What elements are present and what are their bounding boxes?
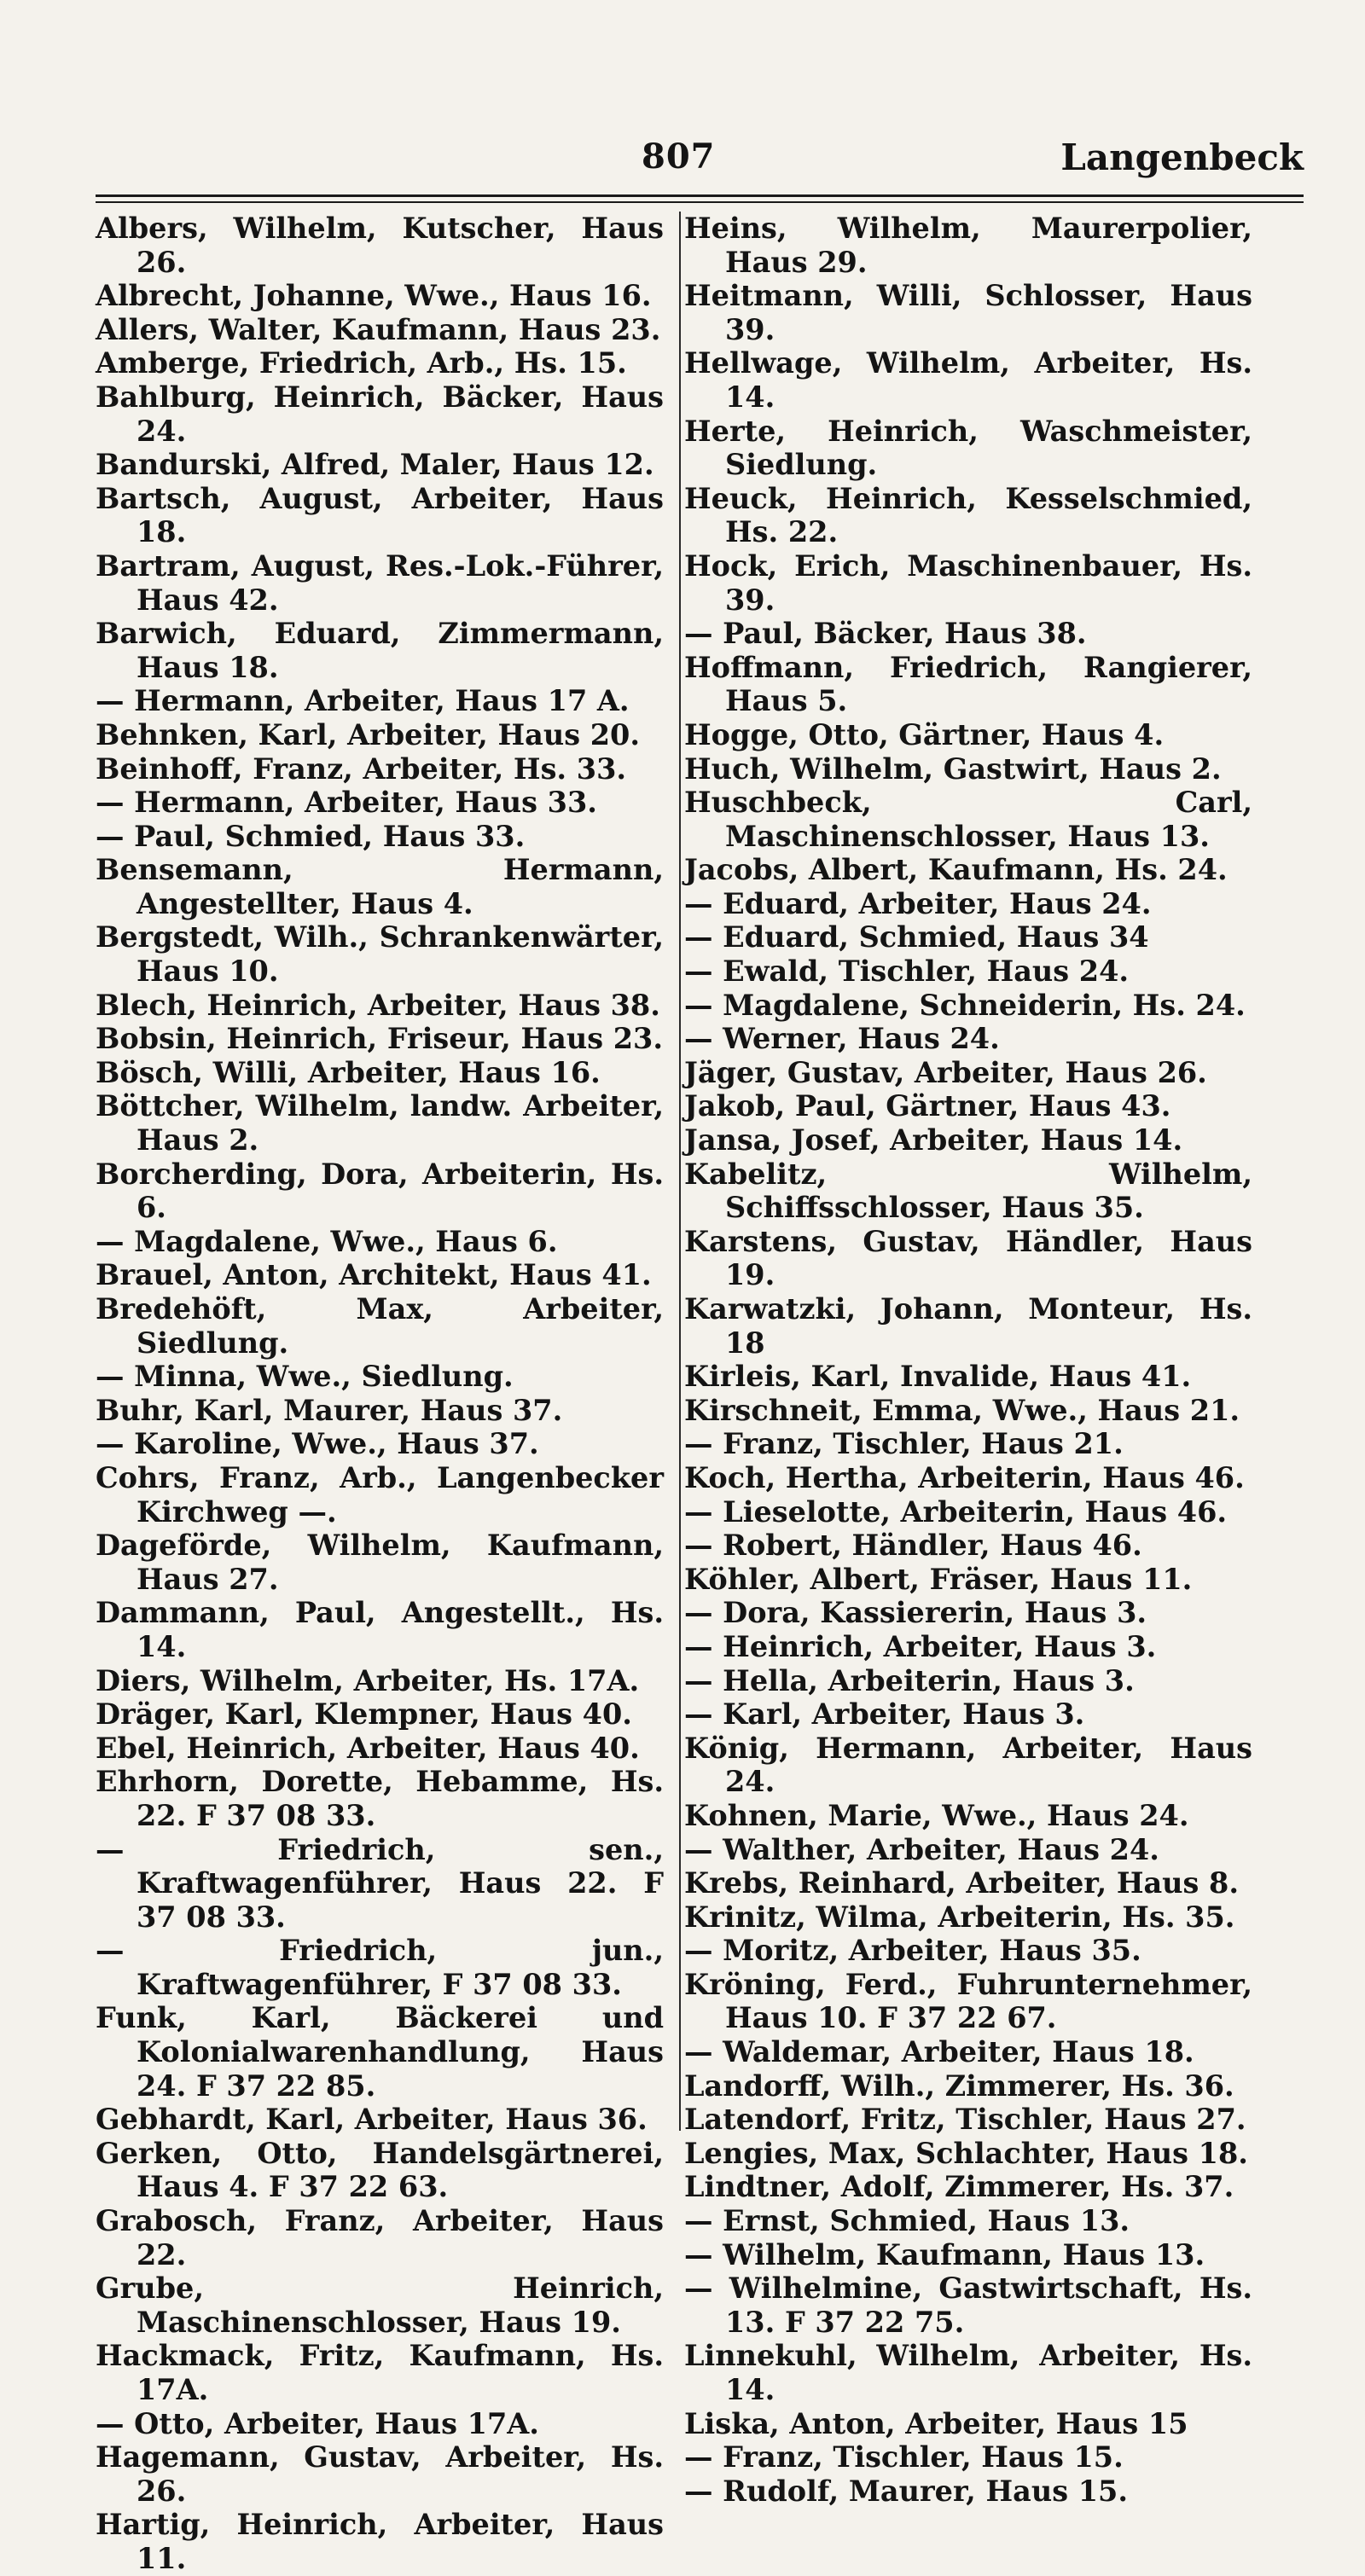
directory-entry: König, Hermann, Arbeiter, Haus 24. xyxy=(684,1731,1252,1799)
directory-entry: Grabosch, Franz, Arbeiter, Haus 22. xyxy=(96,2204,664,2271)
directory-entry: — Eduard, Schmied, Haus 34 xyxy=(684,920,1149,954)
directory-entry: — Karl, Arbeiter, Haus 3. xyxy=(684,1697,1085,1732)
directory-entry: — Ernst, Schmied, Haus 13. xyxy=(684,2204,1130,2238)
directory-entry: — Franz, Tischler, Haus 15. xyxy=(684,2440,1124,2474)
directory-entry: Grube, Heinrich, Maschinenschlosser, Haus 19. xyxy=(96,2271,664,2339)
column-divider xyxy=(679,212,681,2131)
directory-entry: Jakob, Paul, Gärtner, Haus 43. xyxy=(684,1089,1171,1123)
directory-entry: Bergstedt, Wilh., Schrankenwärter, Haus 10. xyxy=(96,920,664,989)
directory-entry: — Friedrich, sen., Kraftwagenführer, Haus 22. F 37 08 33. xyxy=(96,1832,664,1934)
directory-entry: — Waldemar, Arbeiter, Haus 18. xyxy=(684,2035,1194,2069)
directory-entry: — Hermann, Arbeiter, Haus 17 A. xyxy=(96,684,630,718)
directory-entry: — Paul, Schmied, Haus 33. xyxy=(96,819,526,853)
directory-entry: Amberge, Friedrich, Arb., Hs. 15. xyxy=(96,346,627,380)
directory-entry: Karwatzki, Johann, Monteur, Hs. 18 xyxy=(684,1292,1252,1360)
directory-entry: — Karoline, Wwe., Haus 37. xyxy=(96,1427,539,1461)
directory-entry: — Eduard, Arbeiter, Haus 24. xyxy=(684,886,1152,920)
directory-entry: Kohnen, Marie, Wwe., Haus 24. xyxy=(684,1798,1189,1832)
directory-entry: Huch, Wilhelm, Gastwirt, Haus 2. xyxy=(684,751,1222,786)
directory-entry: Bandurski, Alfred, Maler, Haus 12. xyxy=(96,448,654,482)
directory-entry: Albers, Wilhelm, Kutscher, Haus 26. xyxy=(96,212,664,279)
directory-entry: — Werner, Haus 24. xyxy=(684,1022,1000,1056)
directory-entry: Hock, Erich, Maschinenbauer, Hs. 39. xyxy=(684,548,1252,617)
directory-entry: Linnekuhl, Wilhelm, Arbeiter, Hs. 14. xyxy=(684,2339,1252,2406)
directory-entry: Köhler, Albert, Fräser, Haus 11. xyxy=(684,1562,1193,1596)
directory-entry: — Heinrich, Arbeiter, Haus 3. xyxy=(684,1629,1157,1663)
directory-entry: Albrecht, Johanne, Wwe., Haus 16. xyxy=(96,279,652,313)
directory-entry: — Magdalene, Schneiderin, Hs. 24. xyxy=(684,988,1246,1022)
directory-entry: Lengies, Max, Schlachter, Haus 18. xyxy=(684,2136,1248,2170)
page-header xyxy=(96,136,1304,188)
directory-entry: Böttcher, Wilhelm, landw. Arbeiter, Haus 2. xyxy=(96,1089,664,1157)
directory-entry: Blech, Heinrich, Arbeiter, Haus 38. xyxy=(96,988,660,1022)
directory-entry: Gebhardt, Karl, Arbeiter, Haus 36. xyxy=(96,2103,648,2137)
directory-entry: — Rudolf, Maurer, Haus 15. xyxy=(684,2474,1129,2508)
directory-entry: Jansa, Josef, Arbeiter, Haus 14. xyxy=(684,1123,1183,1157)
directory-entry: Krebs, Reinhard, Arbeiter, Haus 8. xyxy=(684,1866,1240,1900)
directory-entry: Heuck, Heinrich, Kesselschmied, Hs. 22. xyxy=(684,481,1252,549)
directory-entry: Funk, Karl, Bäckerei und Kolonialwarenhandlung, Haus 24. F 37 22 85. xyxy=(96,2001,664,2103)
directory-entry: — Moritz, Arbeiter, Haus 35. xyxy=(684,1934,1141,1968)
directory-entry: Bösch, Willi, Arbeiter, Haus 16. xyxy=(96,1055,601,1089)
directory-entry: Hogge, Otto, Gärtner, Haus 4. xyxy=(684,717,1165,751)
directory-entry: — Minna, Wwe., Siedlung. xyxy=(96,1360,514,1394)
directory-entry: Lindtner, Adolf, Zimmerer, Hs. 37. xyxy=(684,2170,1234,2204)
directory-entry: Liska, Anton, Arbeiter, Haus 15 xyxy=(684,2406,1188,2440)
directory-entry: Karstens, Gustav, Händler, Haus 19. xyxy=(684,1224,1252,1292)
directory-entry: — Wilhelmine, Gastwirtschaft, Hs. 13. F 37 22 75. xyxy=(684,2271,1252,2339)
directory-entry: Behnken, Karl, Arbeiter, Haus 20. xyxy=(96,717,641,751)
directory-entry: Herte, Heinrich, Waschmeister, Siedlung. xyxy=(684,414,1252,482)
directory-entry: Kirschneit, Emma, Wwe., Haus 21. xyxy=(684,1393,1240,1427)
directory-entry: Kirleis, Karl, Invalide, Haus 41. xyxy=(684,1360,1192,1394)
directory-entry: Dammann, Paul, Angestellt., Hs. 14. xyxy=(96,1596,664,1663)
directory-entry: Hoffmann, Friedrich, Rangierer, Haus 5. xyxy=(684,650,1252,718)
directory-entry: Koch, Hertha, Arbeiterin, Haus 46. xyxy=(684,1460,1245,1494)
directory-entry: — Otto, Arbeiter, Haus 17A. xyxy=(96,2406,539,2440)
directory-entry: Cohrs, Franz, Arb., Langenbecker Kirchweg —. xyxy=(96,1460,664,1529)
running-head: Langenbeck xyxy=(1060,136,1304,178)
directory-entry: Bartsch, August, Arbeiter, Haus 18. xyxy=(96,481,664,549)
directory-entry: — Hella, Arbeiterin, Haus 3. xyxy=(684,1663,1135,1697)
directory-entry: Krinitz, Wilma, Arbeiterin, Hs. 35. xyxy=(684,1900,1235,1934)
directory-entry: Barwich, Eduard, Zimmermann, Haus 18. xyxy=(96,617,664,684)
directory-entry: Allers, Walter, Kaufmann, Haus 23. xyxy=(96,312,661,346)
directory-entry: Hellwage, Wilhelm, Arbeiter, Hs. 14. xyxy=(684,346,1252,414)
directory-entry: Bensemann, Hermann, Angestellter, Haus 4. xyxy=(96,853,664,920)
directory-entry: Jäger, Gustav, Arbeiter, Haus 26. xyxy=(684,1055,1207,1089)
directory-entry: Kröning, Ferd., Fuhrunternehmer, Haus 10. F 37 22 67. xyxy=(684,1967,1252,2035)
directory-entry: — Hermann, Arbeiter, Haus 33. xyxy=(96,786,597,820)
directory-entry: Ehrhorn, Dorette, Hebamme, Hs. 22. F 37 08 33. xyxy=(96,1765,664,1832)
directory-entry: — Robert, Händler, Haus 46. xyxy=(684,1529,1142,1563)
directory-entry: Borcherding, Dora, Arbeiterin, Hs. 6. xyxy=(96,1157,664,1225)
left-column xyxy=(96,212,664,2576)
directory-entry: Ebel, Heinrich, Arbeiter, Haus 40. xyxy=(96,1731,640,1765)
directory-entry: Dageförde, Wilhelm, Kaufmann, Haus 27. xyxy=(96,1529,664,1596)
directory-entry: Heins, Wilhelm, Maurerpolier, Haus 29. xyxy=(684,212,1252,279)
directory-entry: — Dora, Kassiererin, Haus 3. xyxy=(684,1596,1147,1630)
directory-entry: — Friedrich, jun., Kraftwagenführer, F 37 08 33. xyxy=(96,1934,664,2001)
directory-entry: — Magdalene, Wwe., Haus 6. xyxy=(96,1224,558,1258)
directory-entry: — Paul, Bäcker, Haus 38. xyxy=(684,617,1087,651)
directory-entry: Gerken, Otto, Handelsgärtnerei, Haus 4. F 37 22 63. xyxy=(96,2136,664,2204)
directory-entry: Hackmack, Fritz, Kaufmann, Hs. 17A. xyxy=(96,2339,664,2406)
directory-entry: Bobsin, Heinrich, Friseur, Haus 23. xyxy=(96,1022,664,1056)
directory-entry: — Lieselotte, Arbeiterin, Haus 46. xyxy=(684,1494,1228,1529)
right-column xyxy=(684,212,1252,2508)
directory-entry: Buhr, Karl, Maurer, Haus 37. xyxy=(96,1393,563,1427)
directory-entry: Hagemann, Gustav, Arbeiter, Hs. 26. xyxy=(96,2440,664,2508)
page-number: 807 xyxy=(642,136,716,177)
directory-entry: Bahlburg, Heinrich, Bäcker, Haus 24. xyxy=(96,380,664,448)
header-rule xyxy=(96,194,1304,197)
directory-entry: Hartig, Heinrich, Arbeiter, Haus 11. xyxy=(96,2508,664,2575)
directory-entry: Diers, Wilhelm, Arbeiter, Hs. 17A. xyxy=(96,1663,640,1697)
directory-entry: Beinhoff, Franz, Arbeiter, Hs. 33. xyxy=(96,751,627,786)
directory-entry: Dräger, Karl, Klempner, Haus 40. xyxy=(96,1697,632,1732)
directory-entry: — Wilhelm, Kaufmann, Haus 13. xyxy=(684,2237,1205,2271)
directory-entry: Huschbeck, Carl, Maschinenschlosser, Haus 13. xyxy=(684,786,1252,853)
directory-entry: — Walther, Arbeiter, Haus 24. xyxy=(684,1832,1159,1866)
directory-entry: Landorff, Wilh., Zimmerer, Hs. 36. xyxy=(684,2068,1234,2103)
directory-entry: Kabelitz, Wilhelm, Schiffsschlosser, Haus 35. xyxy=(684,1157,1252,1225)
directory-entry: Latendorf, Fritz, Tischler, Haus 27. xyxy=(684,2103,1246,2137)
directory-entry: Brauel, Anton, Architekt, Haus 41. xyxy=(96,1258,652,1292)
header-rule-second xyxy=(96,201,1304,203)
directory-entry: Bredehöft, Max, Arbeiter, Siedlung. xyxy=(96,1292,664,1360)
directory-entry: — Franz, Tischler, Haus 21. xyxy=(684,1427,1124,1461)
directory-entry: Heitmann, Willi, Schlosser, Haus 39. xyxy=(684,279,1252,346)
directory-entry: — Ewald, Tischler, Haus 24. xyxy=(684,954,1130,989)
directory-entry: Jacobs, Albert, Kaufmann, Hs. 24. xyxy=(684,853,1228,887)
directory-entry: Bartram, August, Res.-Lok.-Führer, Haus 42. xyxy=(96,548,664,617)
